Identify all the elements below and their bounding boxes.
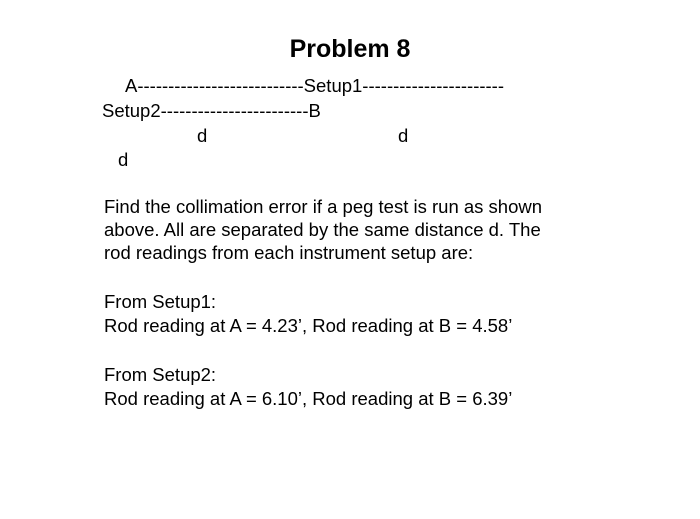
problem-text-line-3: rod readings from each instrument setup are: [104,242,474,263]
distance-label-1: d [197,125,208,146]
problem-text-line-2: above. All are separated by the same distance d. The [104,219,541,240]
setup1-readings: Rod reading at A = 4.23’, Rod reading at B = 4.58’ [104,315,513,336]
setup1-heading: From Setup1: [104,291,217,312]
distance-label-3: d [118,149,129,170]
diagram-row-2: Setup2------------------------B [102,100,321,121]
problem-text-line-1: Find the collimation error if a peg test is run as shown [104,196,543,217]
setup2-readings: Rod reading at A = 6.10’, Rod reading at B = 6.39’ [104,388,513,409]
diagram-row-1: A---------------------------Setup1----------------------- [125,75,505,96]
setup2-heading: From Setup2: [104,364,217,385]
distance-label-2: d [398,125,409,146]
slide-title: Problem 8 [289,35,411,63]
